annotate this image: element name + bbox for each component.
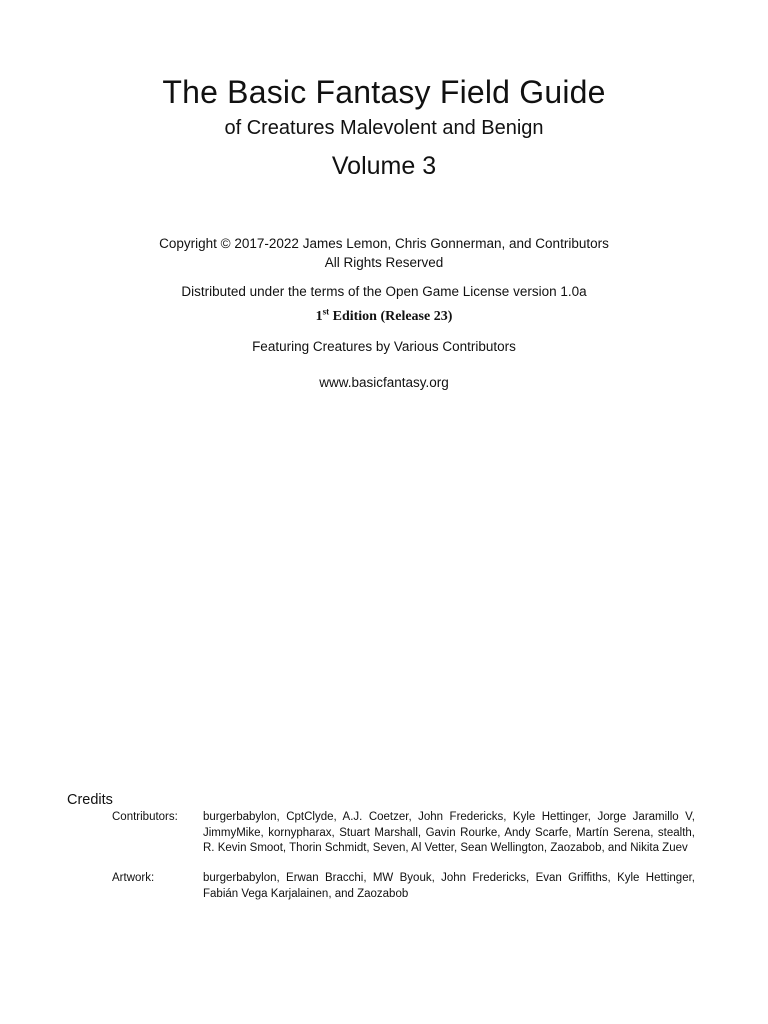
rights-line: All Rights Reserved xyxy=(324,255,444,270)
edition-line xyxy=(0,308,768,326)
edition-text: Edition (Release 23) xyxy=(329,309,453,324)
credits-heading: Credits xyxy=(67,792,113,808)
artwork-list: burgerbabylon, Erwan Bracchi, MW Byouk, John Fredericks, Evan Griffiths, Kyle Hettinger, Fabián Vega Karjalainen, and Zaozabob xyxy=(203,872,695,900)
edition-ordinal-suffix: st xyxy=(322,306,330,317)
document-title: The Basic Fantasy Field Guide xyxy=(162,74,606,110)
contributors-list: burgerbabylon, CptClyde, A.J. Coetzer, John Fredericks, Kyle Hettinger, Jorge Jaramillo V, JimmyMike, kornypharax, Stuart Marshall, Gavin Rourke, Andy Scarfe, Martín Serena, stealth, R. Kevin Smoot, Thorin Schmidt, Seven, Al Vetter, Sean Wellington, Zaozabob, and Nikita Zuev xyxy=(203,811,695,854)
contributors-label: Contributors: xyxy=(112,811,178,823)
edition-number: 1 xyxy=(315,309,323,324)
featuring-line: Featuring Creatures by Various Contributors xyxy=(252,339,516,354)
artwork-label: Artwork: xyxy=(112,872,155,884)
document-subtitle: of Creatures Malevolent and Benign xyxy=(224,117,544,139)
volume-label: Volume 3 xyxy=(331,152,437,180)
license-line: Distributed under the terms of the Open Game License version 1.0a xyxy=(181,284,587,299)
copyright-line: Copyright © 2017-2022 James Lemon, Chris Gonnerman, and Contributors xyxy=(159,236,609,251)
website-line: www.basicfantasy.org xyxy=(319,375,449,390)
